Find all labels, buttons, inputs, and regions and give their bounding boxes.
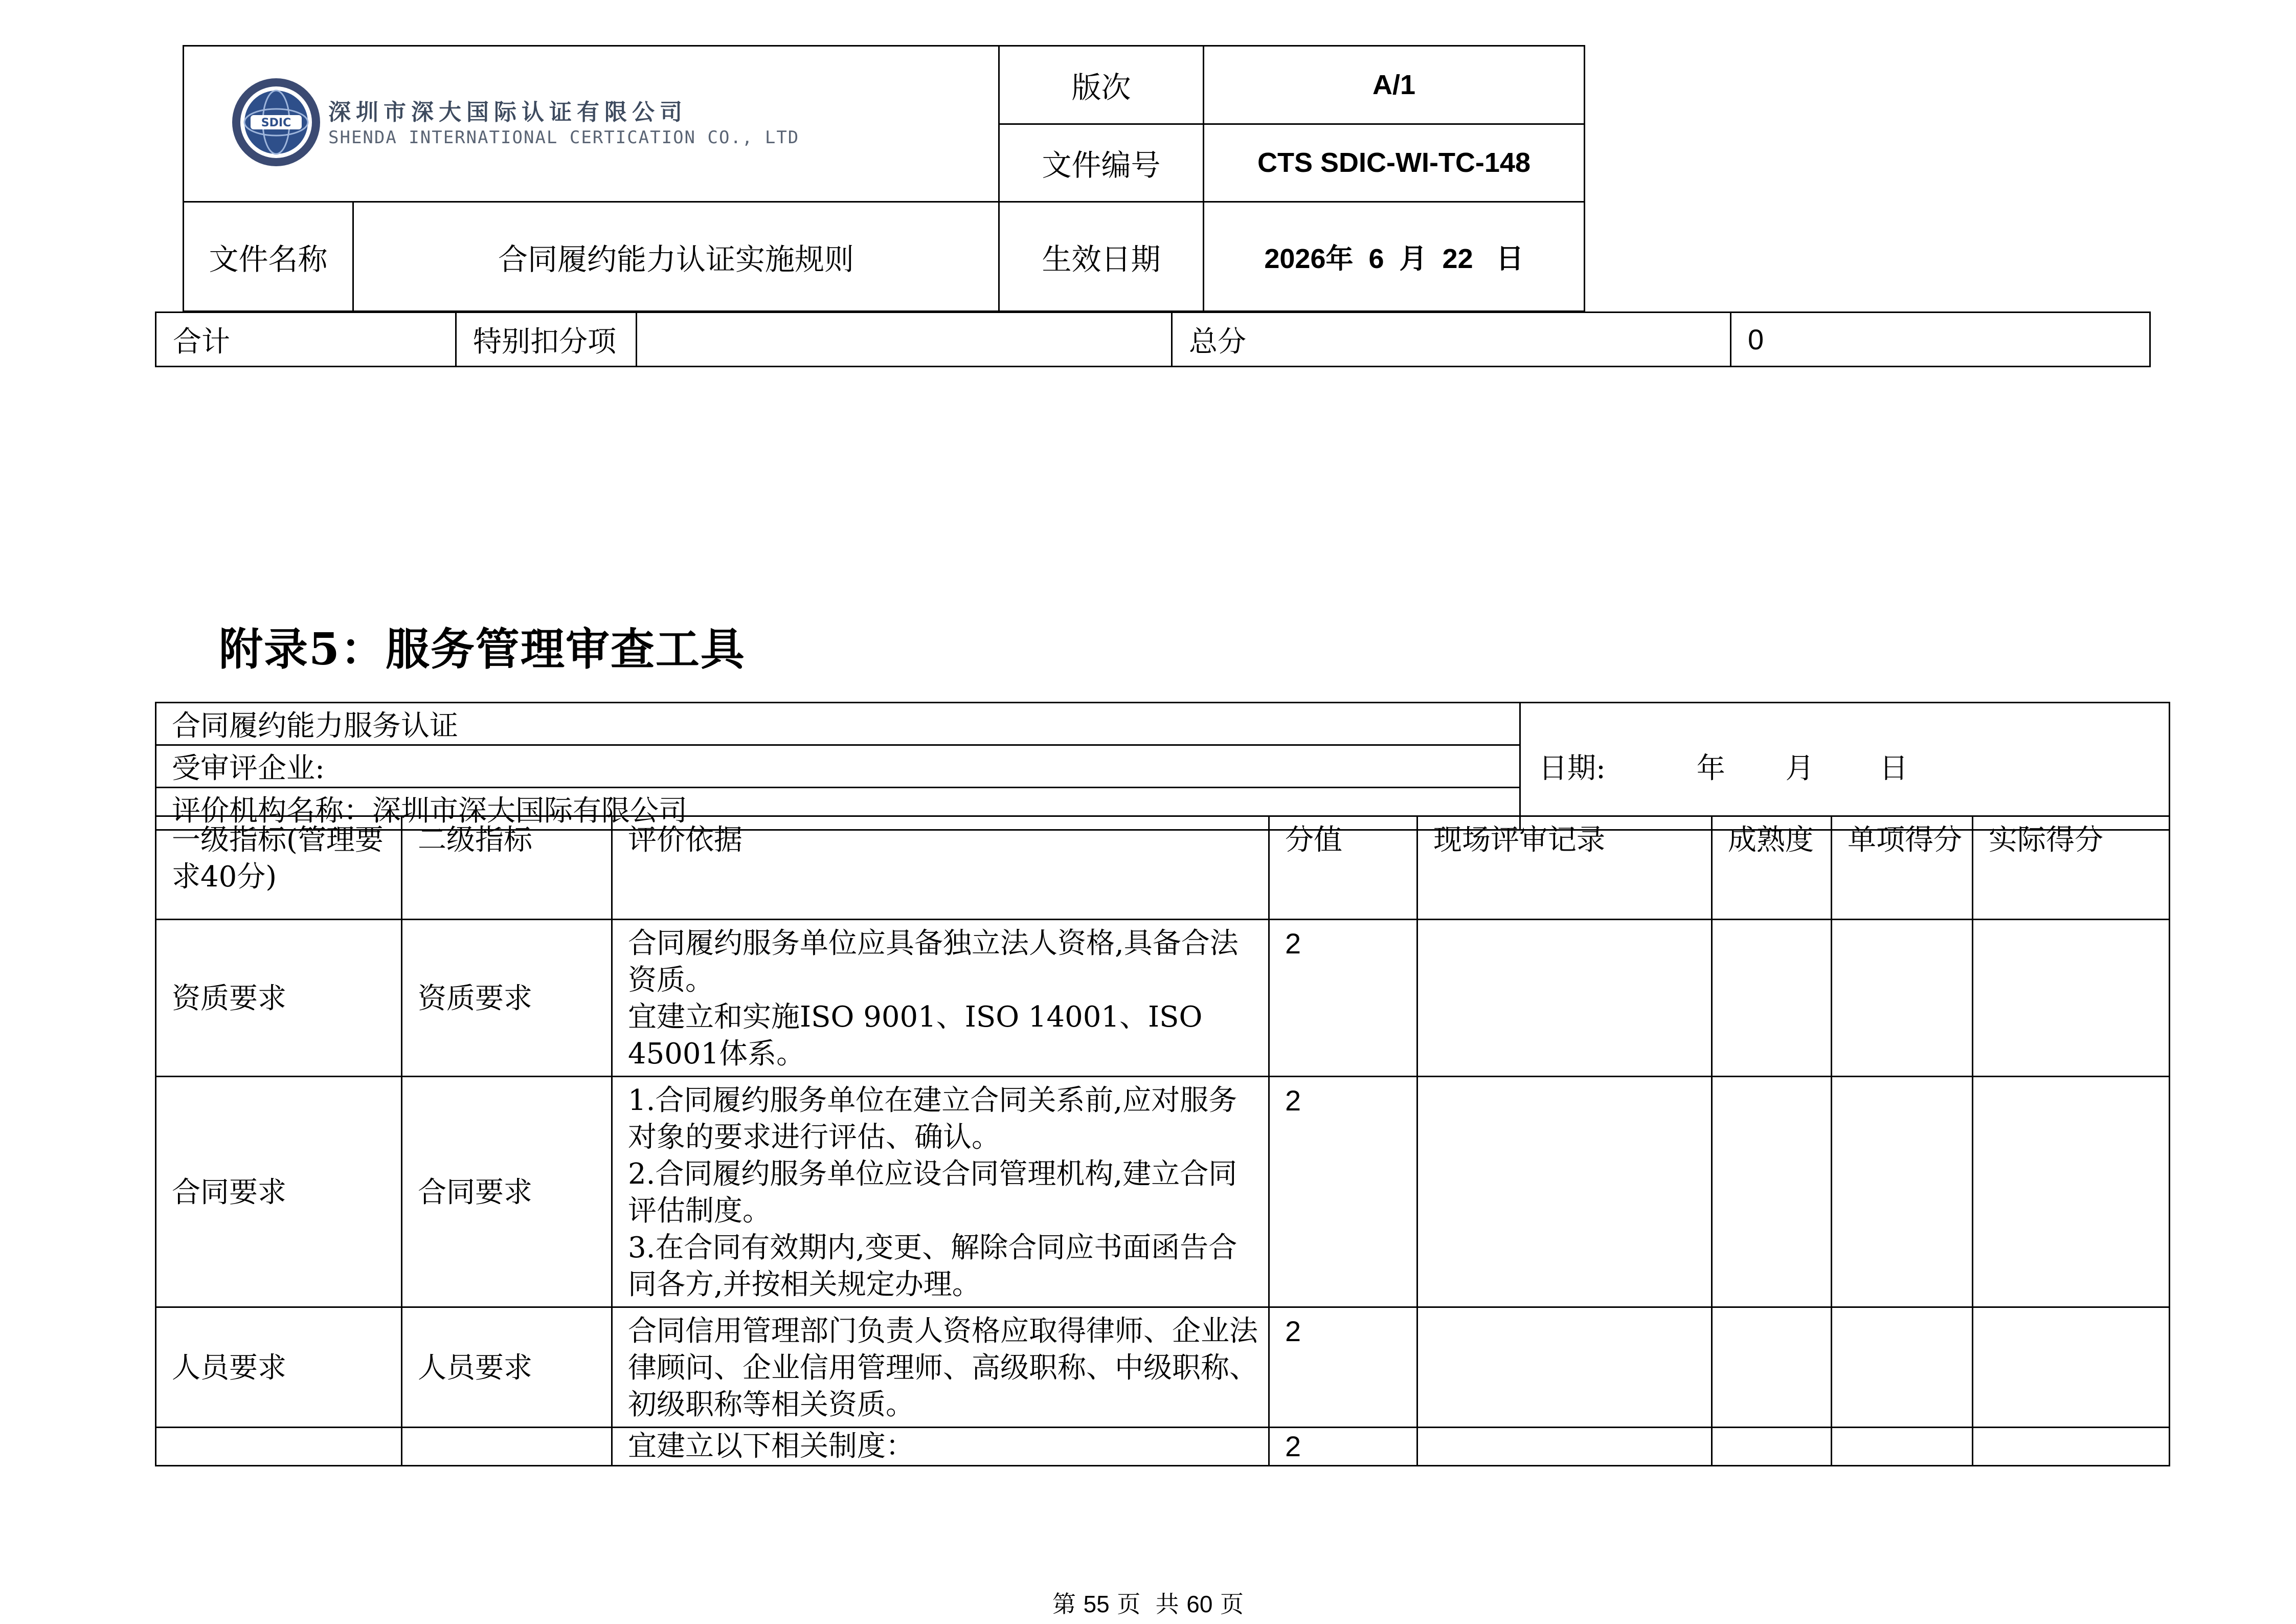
header-maturity: 成熟度 bbox=[1712, 816, 1832, 920]
date-label: 日期: bbox=[1539, 752, 1606, 785]
actual-score-cell[interactable] bbox=[1973, 1307, 2170, 1428]
cert-type: 合同履约能力服务认证 bbox=[156, 703, 1520, 745]
actual-score-cell[interactable] bbox=[1973, 1428, 2170, 1466]
doc-name-value: 合同履约能力认证实施规则 bbox=[353, 202, 999, 312]
level2-cell bbox=[402, 1428, 612, 1466]
criteria-line: 合同履约服务单位应具备独立法人资格,具备合法资质。 bbox=[628, 927, 1239, 997]
audit-info-block bbox=[155, 702, 2170, 831]
score-cell: 2 bbox=[1269, 1307, 1417, 1428]
header-item-score: 单项得分 bbox=[1832, 816, 1973, 920]
level1-cell: 资质要求 bbox=[156, 920, 402, 1077]
onsite-record-cell[interactable] bbox=[1417, 920, 1712, 1077]
total-label: 合计 bbox=[156, 313, 456, 367]
total-score-label: 总分 bbox=[1172, 313, 1731, 367]
company-name-cn: 深圳市深大国际认证有限公司 bbox=[328, 99, 687, 125]
document-header bbox=[183, 45, 1585, 312]
actual-score-cell[interactable] bbox=[1973, 1077, 2170, 1307]
effective-date-label: 生效日期 bbox=[999, 202, 1204, 312]
header-actual-score: 实际得分 bbox=[1973, 816, 2170, 920]
criteria-cell bbox=[612, 1307, 1269, 1428]
page-footer bbox=[0, 1586, 2296, 1619]
item-score-cell[interactable] bbox=[1832, 1307, 1973, 1428]
item-score-cell[interactable] bbox=[1832, 920, 1973, 1077]
page-number: 55 bbox=[1083, 1591, 1110, 1617]
table-row bbox=[156, 920, 2170, 1077]
header-criteria: 评价依据 bbox=[612, 816, 1269, 920]
logo-text: SDIC bbox=[261, 117, 291, 129]
table-row bbox=[156, 1077, 2170, 1307]
audited-company: 受审评企业: bbox=[156, 745, 1520, 788]
total-score-value: 0 bbox=[1731, 313, 2150, 367]
table-row bbox=[156, 1307, 2170, 1428]
criteria-line: 3.在合同有效期内,变更、解除合同应书面函告合同各方,并按相关规定办理。 bbox=[628, 1231, 1237, 1301]
score-cell: 2 bbox=[1269, 1077, 1417, 1307]
header-onsite-record: 现场评审记录 bbox=[1417, 816, 1712, 920]
doc-number-value: CTS SDIC-WI-TC-148 bbox=[1204, 124, 1585, 202]
special-deduction-label: 特别扣分项 bbox=[456, 313, 637, 367]
level1-cell: 人员要求 bbox=[156, 1307, 402, 1428]
criteria-cell bbox=[612, 920, 1269, 1077]
onsite-record-cell[interactable] bbox=[1417, 1307, 1712, 1428]
date-day: 日 bbox=[1879, 752, 1908, 785]
level2-cell: 合同要求 bbox=[402, 1077, 612, 1307]
doc-name-label: 文件名称 bbox=[184, 202, 353, 312]
company-name-en: SHENDA INTERNATIONAL CERTICATION CO., LTD bbox=[328, 127, 800, 148]
maturity-cell[interactable] bbox=[1712, 1077, 1832, 1307]
criteria-line: 合同信用管理部门负责人资格应取得律师、企业法律顾问、企业信用管理师、高级职称、中级职称、初级职称等相关资质。 bbox=[628, 1315, 1258, 1421]
criteria-line: 宜建立和实施ISO 9001、ISO 14001、ISO 45001体系。 bbox=[628, 1000, 1203, 1071]
table-header-row bbox=[156, 816, 2170, 920]
footer-suffix: 页 bbox=[1220, 1590, 1244, 1618]
score-cell: 2 bbox=[1269, 1428, 1417, 1466]
footer-prefix: 第 bbox=[1052, 1590, 1076, 1618]
header-score: 分值 bbox=[1269, 816, 1417, 920]
item-score-cell[interactable] bbox=[1832, 1077, 1973, 1307]
criteria-cell bbox=[612, 1077, 1269, 1307]
criteria-line: 宜建立以下相关制度： bbox=[628, 1430, 914, 1463]
evaluator-name: 评价机构名称：深圳市深大国际有限公司 bbox=[156, 788, 1520, 830]
criteria-cell bbox=[612, 1428, 1269, 1466]
actual-score-cell[interactable] bbox=[1973, 920, 2170, 1077]
level2-cell: 人员要求 bbox=[402, 1307, 612, 1428]
item-score-cell[interactable] bbox=[1832, 1428, 1973, 1466]
doc-number-label: 文件编号 bbox=[999, 124, 1204, 202]
special-deduction-value bbox=[637, 313, 1172, 367]
score-cell: 2 bbox=[1269, 920, 1417, 1077]
appendix-title: 附录5：服务管理审查工具 bbox=[219, 624, 746, 675]
header-level2: 二级指标 bbox=[402, 816, 612, 920]
summary-row bbox=[155, 312, 2151, 367]
company-logo-cell bbox=[184, 46, 999, 202]
evaluation-table bbox=[155, 815, 2170, 1466]
level2-cell: 资质要求 bbox=[402, 920, 612, 1077]
footer-middle: 页 共 bbox=[1117, 1590, 1179, 1618]
version-label: 版次 bbox=[999, 46, 1204, 124]
onsite-record-cell[interactable] bbox=[1417, 1428, 1712, 1466]
maturity-cell[interactable] bbox=[1712, 920, 1832, 1077]
level1-cell bbox=[156, 1428, 402, 1466]
version-value: A/1 bbox=[1204, 46, 1585, 124]
total-pages: 60 bbox=[1186, 1591, 1213, 1617]
effective-date-value: 2026年 6 月 22 日 bbox=[1204, 202, 1585, 312]
sdic-seal-icon bbox=[230, 76, 322, 168]
criteria-line: 2.合同履约服务单位应设合同管理机构,建立合同评估制度。 bbox=[628, 1158, 1237, 1228]
date-year: 年 bbox=[1696, 752, 1725, 785]
maturity-cell[interactable] bbox=[1712, 1307, 1832, 1428]
header-level1: 一级指标(管理要求40分) bbox=[156, 816, 402, 920]
criteria-line: 1.合同履约服务单位在建立合同关系前,应对服务对象的要求进行评估、确认。 bbox=[628, 1084, 1237, 1154]
maturity-cell[interactable] bbox=[1712, 1428, 1832, 1466]
audit-date-cell bbox=[1520, 703, 2170, 830]
table-row bbox=[156, 1428, 2170, 1466]
level1-cell: 合同要求 bbox=[156, 1077, 402, 1307]
date-month: 月 bbox=[1785, 752, 1814, 785]
onsite-record-cell[interactable] bbox=[1417, 1077, 1712, 1307]
